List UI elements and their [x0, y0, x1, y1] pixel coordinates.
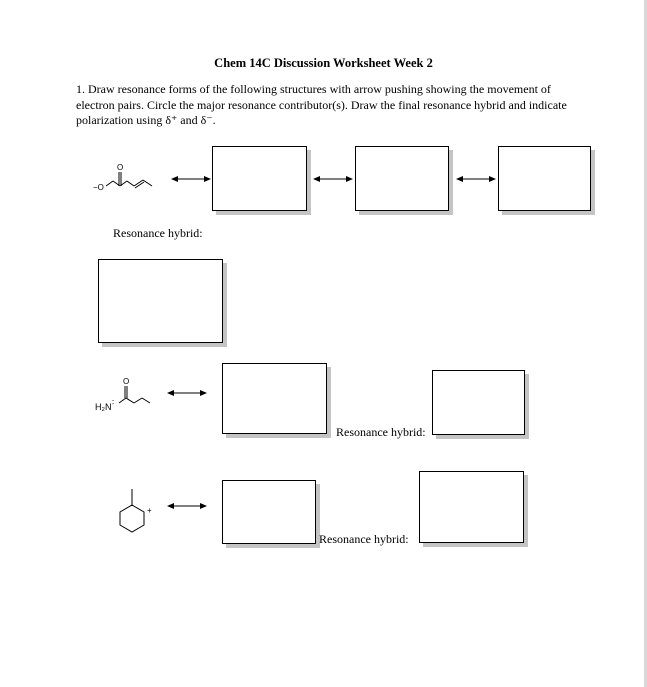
carbocation-charge: +	[147, 506, 152, 515]
answer-box-1a[interactable]	[212, 146, 307, 211]
resonance-arrow-1c	[456, 174, 496, 184]
hybrid-box-2[interactable]	[432, 370, 525, 435]
problem-2-molecule	[92, 372, 167, 414]
answer-box-3[interactable]	[222, 480, 316, 544]
resonance-arrow-3	[167, 501, 207, 511]
hybrid-box-3[interactable]	[419, 471, 524, 543]
alkoxide-oxygen-label: −O	[93, 183, 104, 192]
carbonyl-oxygen-label: O	[117, 163, 124, 172]
worksheet-title: Chem 14C Discussion Worksheet Week 2	[214, 56, 433, 70]
resonance-arrow-2	[167, 388, 207, 398]
question-1-text: 1. Draw resonance forms of the following structures with arrow pushing showing the movement of electron pairs. Circle the major resonance contributor(s). Draw the final resonance hybrid and indicate polarization using δ⁺ and δ⁻.	[76, 82, 567, 127]
amine-nitrogen-label: H₂N	[95, 402, 112, 412]
resonance-hybrid-label-3: Resonance hybrid:	[319, 532, 409, 546]
answer-box-1b[interactable]	[355, 146, 449, 211]
resonance-arrow-1a	[171, 174, 211, 184]
resonance-hybrid-label-2: Resonance hybrid:	[336, 425, 426, 439]
amide-oxygen-label: O	[123, 377, 130, 386]
answer-box-2[interactable]	[222, 363, 327, 434]
resonance-hybrid-label-1: Resonance hybrid:	[113, 226, 203, 240]
resonance-arrow-1b	[313, 174, 353, 184]
hybrid-box-1[interactable]	[98, 259, 223, 343]
problem-1-molecule	[90, 160, 170, 200]
nitrogen-lone-pair: ∶	[112, 398, 115, 407]
problem-3-molecule	[112, 485, 162, 537]
answer-box-1c[interactable]	[498, 146, 591, 211]
